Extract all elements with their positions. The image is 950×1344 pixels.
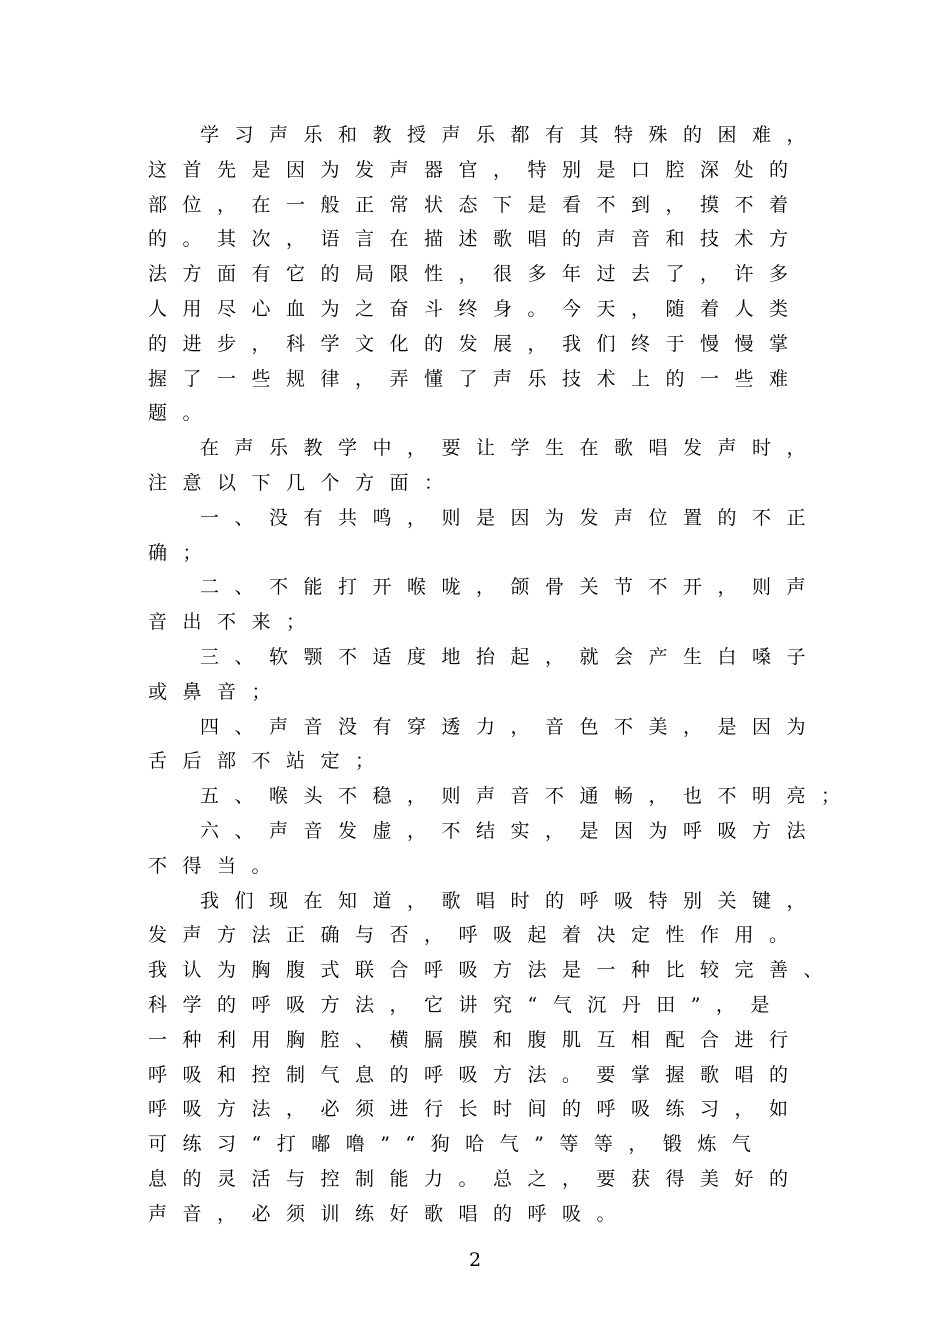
text-line: 在声乐教学中，要让学生在歌唱发声时， [200,437,822,460]
text-line: 或鼻音； [148,680,287,703]
text-line: 声音，必须训练好歌唱的呼吸。 [148,1202,632,1225]
text-line: 一种利用胸腔、横膈膜和腹肌互相配合进行 [148,1028,804,1051]
text-line: 我们现在知道，歌唱时的呼吸特别关键， [200,889,822,912]
text-line: 科学的呼吸方法，它讲究“气沉丹田”，是 [148,993,785,1016]
text-line: 可练习“打嘟噜”“狗哈气”等等，锻炼气 [148,1133,767,1156]
text-line: 不得当。 [148,854,287,877]
text-line: 的进步，科学文化的发展，我们终于慢慢掌 [148,332,804,355]
text-line: 四、声音没有穿透力，音色不美，是因为 [200,715,822,738]
text-line: 五、喉头不稳，则声音不通畅，也不明亮； [200,785,856,808]
text-line: 握了一些规律，弄懂了声乐技术上的一些难 [148,367,804,390]
text-line: 舌后部不站定； [148,750,390,773]
text-line: 息的灵活与控制能力。总之，要获得美好的 [148,1167,804,1190]
body-text [148,118,856,1232]
text-line: 部位，在一般正常状态下是看不到，摸不着 [148,193,804,216]
text-line: 确； [148,541,218,564]
text-line: 学习声乐和教授声乐都有其特殊的困难， [200,124,822,146]
text-line: 六、声音发虚，不结实，是因为呼吸方法 [200,819,822,842]
text-line: 人用尽心血为之奋斗终身。今天，随着人类 [148,297,804,320]
text-line: 法方面有它的局限性，很多年过去了，许多 [148,263,804,286]
text-line: 发声方法正确与否，呼吸起着决定性作用。 [148,924,804,947]
text-line: 这首先是因为发声器官，特别是口腔深处的 [148,158,804,181]
text-line: 题。 [148,402,218,425]
text-line: 呼吸和控制气息的呼吸方法。要掌握歌唱的 [148,1063,804,1086]
text-line: 呼吸方法，必须进行长时间的呼吸练习，如 [148,1098,804,1121]
text-line: 音出不来； [148,611,321,634]
text-line: 我认为胸腹式联合呼吸方法是一种比较完善、 [148,959,839,982]
text-line: 的。其次，语言在描述歌唱的声音和技术方 [148,228,804,251]
page-number: 2 [468,1249,482,1271]
text-line: 一、没有共鸣，则是因为发声位置的不正 [200,506,822,529]
text-line: 二、不能打开喉咙，颌骨关节不开，则声 [200,576,822,599]
text-line: 注意以下几个方面： [148,471,459,494]
text-line: 三、软颚不适度地抬起，就会产生白嗓子 [200,645,822,668]
